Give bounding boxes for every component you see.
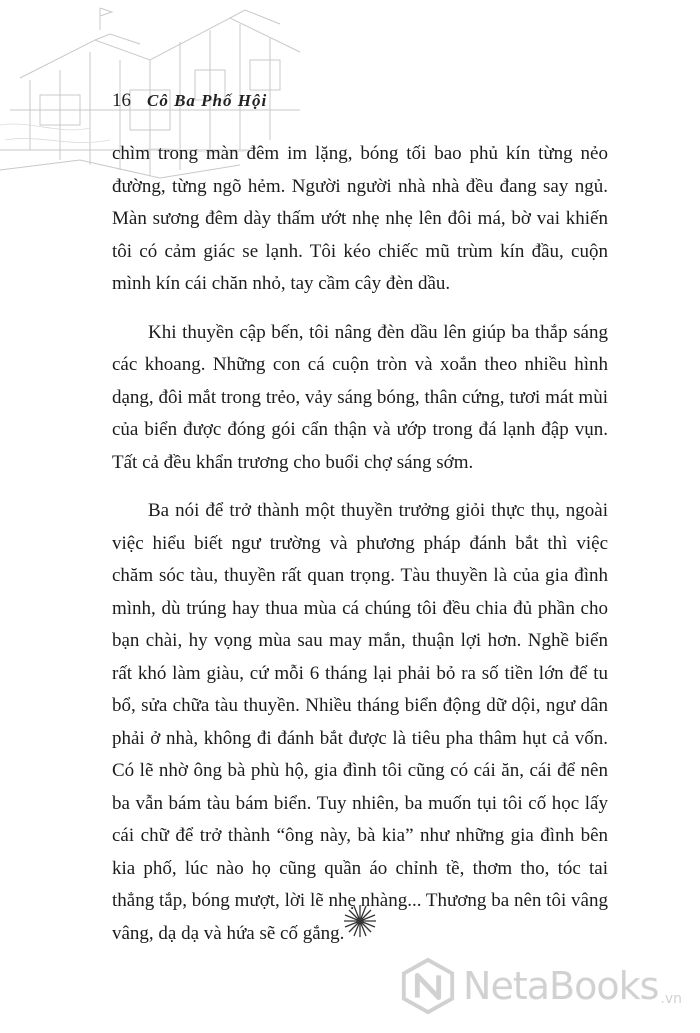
starburst-ornament-icon	[339, 900, 381, 942]
paragraph-1: chìm trong màn đêm im lặng, bóng tối bao phủ kín từng nẻo đường, từng ngõ hẻm. Người người nhà nhà đều đang say ngủ. Màn sương đêm dày thấm ướt nhẹ nhẹ lên đôi má, bờ vai khiến tôi có cảm giác se lạnh. Tôi kéo chiếc mũ trùm kín đầu, cuộn mình kín cái chăn nhỏ, tay cầm cây đèn dầu.	[112, 143, 608, 294]
page-number: 16	[112, 90, 131, 111]
paragraph-3: Ba nói để trở thành một thuyền trưởng giỏi thực thụ, ngoài việc hiểu biết ngư trường và phương pháp đánh bắt thì việc chăm sóc tàu, thuyền rất quan trọng. Tàu thuyền là của gia đình mình, dù trúng hay thua mùa cá chúng tôi đều chia đủ phần cho bạn chài, hy vọng mùa sau may mắn, thuận lợi hơn. Nghề biển rất khó làm giàu, cứ mỗi 6 tháng lại phải bỏ ra số tiền lớn để tu bổ, sửa chữa tàu thuyền. Nhiều tháng biển động dữ dội, ngư dân phải ở nhà, không đi đánh bắt được là tiêu pha thâm hụt cả vốn. Có lẽ nhờ ông bà phù hộ, gia đình tôi cũng có cái ăn, cái để nên ba vẫn bám tàu bám biển. Tuy nhiên, ba muốn tụi tôi cố học lấy cái chữ để trở thành “ông này, bà kia” như những gia đình bên kia phố, lúc nào họ cũng quần áo chỉnh tề, thơm tho, tóc tai thẳng tắp, bóng mượt, lời lẽ nhẹ nhàng... Thương ba nên tôi vâng vâng, dạ dạ và hứa sẽ cố gắng.	[112, 500, 608, 944]
book-title: Cô Ba Phố Hội	[147, 91, 268, 110]
page-body	[112, 138, 608, 966]
netabooks-logo-icon	[399, 957, 457, 1015]
running-header	[112, 90, 267, 112]
watermark	[399, 957, 682, 1015]
watermark-suffix: .vn	[660, 991, 682, 1007]
paragraph-2: Khi thuyền cập bến, tôi nâng đèn dầu lên giúp ba thắp sáng các khoang. Những con cá cuộn tròn và xoắn theo nhiều hình dạng, đôi mắt trong trẻo, vảy sáng bóng, thân cứng, tươi mát mùi của biển được đóng gói cẩn thận và ướp trong đá lạnh đập vụn. Tất cả đều khẩn trương cho buổi chợ sáng sớm.	[112, 321, 608, 473]
watermark-brand: NetaBooks	[463, 964, 659, 1008]
